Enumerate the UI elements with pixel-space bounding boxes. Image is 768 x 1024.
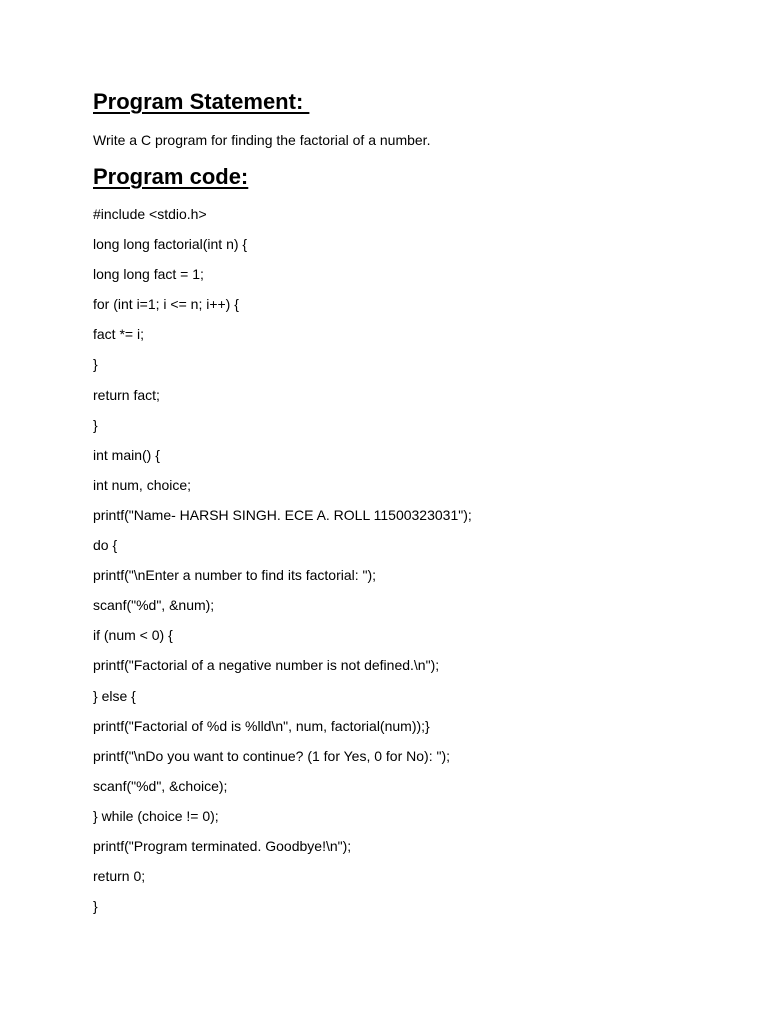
code-line: printf("\nEnter a number to find its factorial: "); xyxy=(93,567,377,584)
code-line: } xyxy=(93,898,98,915)
program-statement-heading: Program Statement: xyxy=(93,89,310,114)
code-line: printf("Factorial of a negative number is not defined.\n"); xyxy=(93,657,440,674)
code-line: } else { xyxy=(93,687,136,704)
code-line: do { xyxy=(93,537,118,554)
code-line: return fact; xyxy=(93,386,160,403)
code-line: fact *= i; xyxy=(93,326,144,343)
code-line: long long fact = 1; xyxy=(93,266,204,283)
code-line: printf("Program terminated. Goodbye!\n"); xyxy=(93,837,352,854)
code-line: int num, choice; xyxy=(93,476,192,493)
code-line: if (num < 0) { xyxy=(93,627,173,644)
code-line: scanf("%d", &num); xyxy=(93,597,215,614)
code-line: } xyxy=(93,416,98,433)
code-line: } xyxy=(93,356,98,373)
code-line: for (int i=1; i <= n; i++) { xyxy=(93,296,239,313)
code-line: } while (choice != 0); xyxy=(93,807,219,824)
code-line: printf("Factorial of %d is %lld\n", num, factorial(num));} xyxy=(93,717,430,734)
program-code-block xyxy=(93,205,472,927)
program-statement-text: Write a C program for finding the factorial of a number. xyxy=(93,132,431,148)
code-line: #include <stdio.h> xyxy=(93,206,207,222)
code-line: scanf("%d", &choice); xyxy=(93,777,228,794)
code-line: printf("\nDo you want to continue? (1 for Yes, 0 for No): "); xyxy=(93,747,451,764)
code-line: return 0; xyxy=(93,868,146,885)
program-code-heading: Program code: xyxy=(93,164,249,189)
code-line: printf("Name- HARSH SINGH. ECE A. ROLL 11500323031"); xyxy=(93,506,472,523)
code-line: int main() { xyxy=(93,446,160,463)
code-line: long long factorial(int n) { xyxy=(93,236,248,253)
